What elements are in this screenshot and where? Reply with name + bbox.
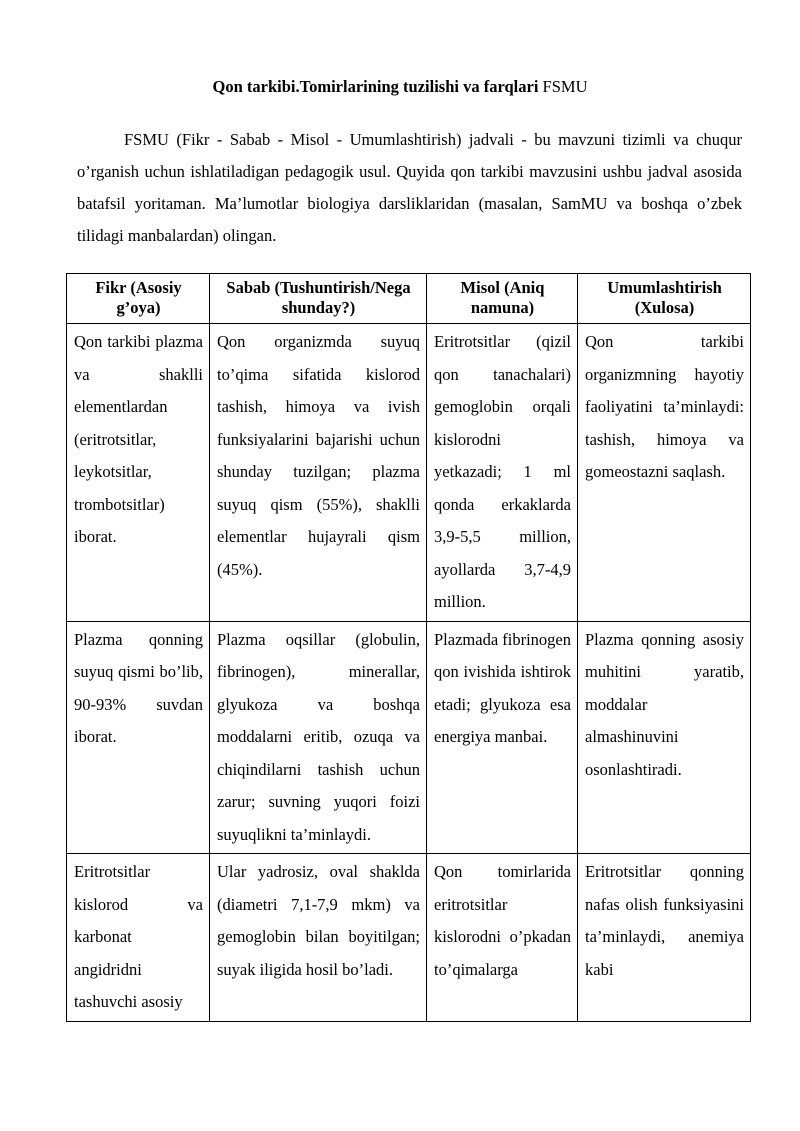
table-cell: Ular yadrosiz, oval shaklda (diametri 7,1-7,9 mkm) va gemoglobin bilan boyitilgan; suyak iligida hosil bo’ladi. [210, 854, 427, 1022]
table-header-row [67, 274, 751, 324]
table-cell: Plazmada fibrinogen qon ivishida ishtirok etadi; glyukoza esa energiya manbai. [427, 621, 578, 854]
table-cell: Plazma qonning asosiy muhitini yaratib, moddalar almashinuvini osonlashtiradi. [578, 621, 751, 854]
table-cell: Plazma qonning suyuq qismi bo’lib, 90-93% suvdan iborat. [67, 621, 210, 854]
table-row [67, 324, 751, 622]
document-title [0, 76, 800, 98]
header-sabab: Sabab (Tushuntirish/Nega shunday?) [210, 274, 427, 324]
table-cell: Qon tomirlarida eritrotsitlar kislorodni o’pkadan to’qimalarga [427, 854, 578, 1022]
table-cell: Eritrotsitlar (qizil qon tanachalari) gemoglobin orqali kislorodni yetkazadi; 1 ml qonda erkaklarda 3,9-5,5 million, ayollarda 3,7-4,9 million. [427, 324, 578, 622]
table-cell: Eritrotsitlar qonning nafas olish funksiyasini ta’minlaydi, anemiya kabi [578, 854, 751, 1022]
fsmu-table [66, 273, 751, 1022]
intro-paragraph [77, 124, 742, 252]
header-misol: Misol (Aniq namuna) [427, 274, 578, 324]
header-fikr: Fikr (Asosiy g’oya) [67, 274, 210, 324]
table-cell: Qon tarkibi organizmning hayotiy faoliyatini ta’minlaydi: tashish, himoya va gomeostazni saqlash. [578, 324, 751, 622]
table-row [67, 621, 751, 854]
table-cell: Qon tarkibi plazma va shaklli elementlardan (eritrotsitlar, leykotsitlar, trombotsitlar) iborat. [67, 324, 210, 622]
table-cell: Plazma oqsillar (globulin, fibrinogen), minerallar, glyukoza va boshqa moddalarni eritib, ozuqa va chiqindilarni tashish uchun zarur; suvning yuqori foizi suyuqlikni ta’minlaydi. [210, 621, 427, 854]
title-suffix: FSMU [538, 77, 588, 96]
table-cell: Qon organizmda suyuq to’qima sifatida kislorod tashish, himoya va ivish funksiyalarini bajarishi uchun shunday tuzilgan; plazma suyuq qism (55%), shaklli elementlar hujayrali qism (45%). [210, 324, 427, 622]
title-bold: Qon tarkibi.Tomirlarining tuzilishi va farqlari [212, 77, 539, 96]
table-cell: Eritrotsitlar kislorod va karbonat angidridni tashuvchi asosiy [67, 854, 210, 1022]
table-row [67, 854, 751, 1022]
intro-text: FSMU (Fikr - Sabab - Misol - Umumlashtirish) jadvali - bu mavzuni tizimli va chuqur o’rganish uchun ishlatiladigan pedagogik usul. Quyida qon tarkibi mavzusini ushbu jadval asosida batafsil yoritaman. Ma’lumotlar biologiya darsliklaridan (masalan, SamMU va boshqa o’zbek tilidagi manbalardan) olingan. [77, 130, 742, 245]
header-umumlashtirish: Umumlashtirish (Xulosa) [578, 274, 751, 324]
